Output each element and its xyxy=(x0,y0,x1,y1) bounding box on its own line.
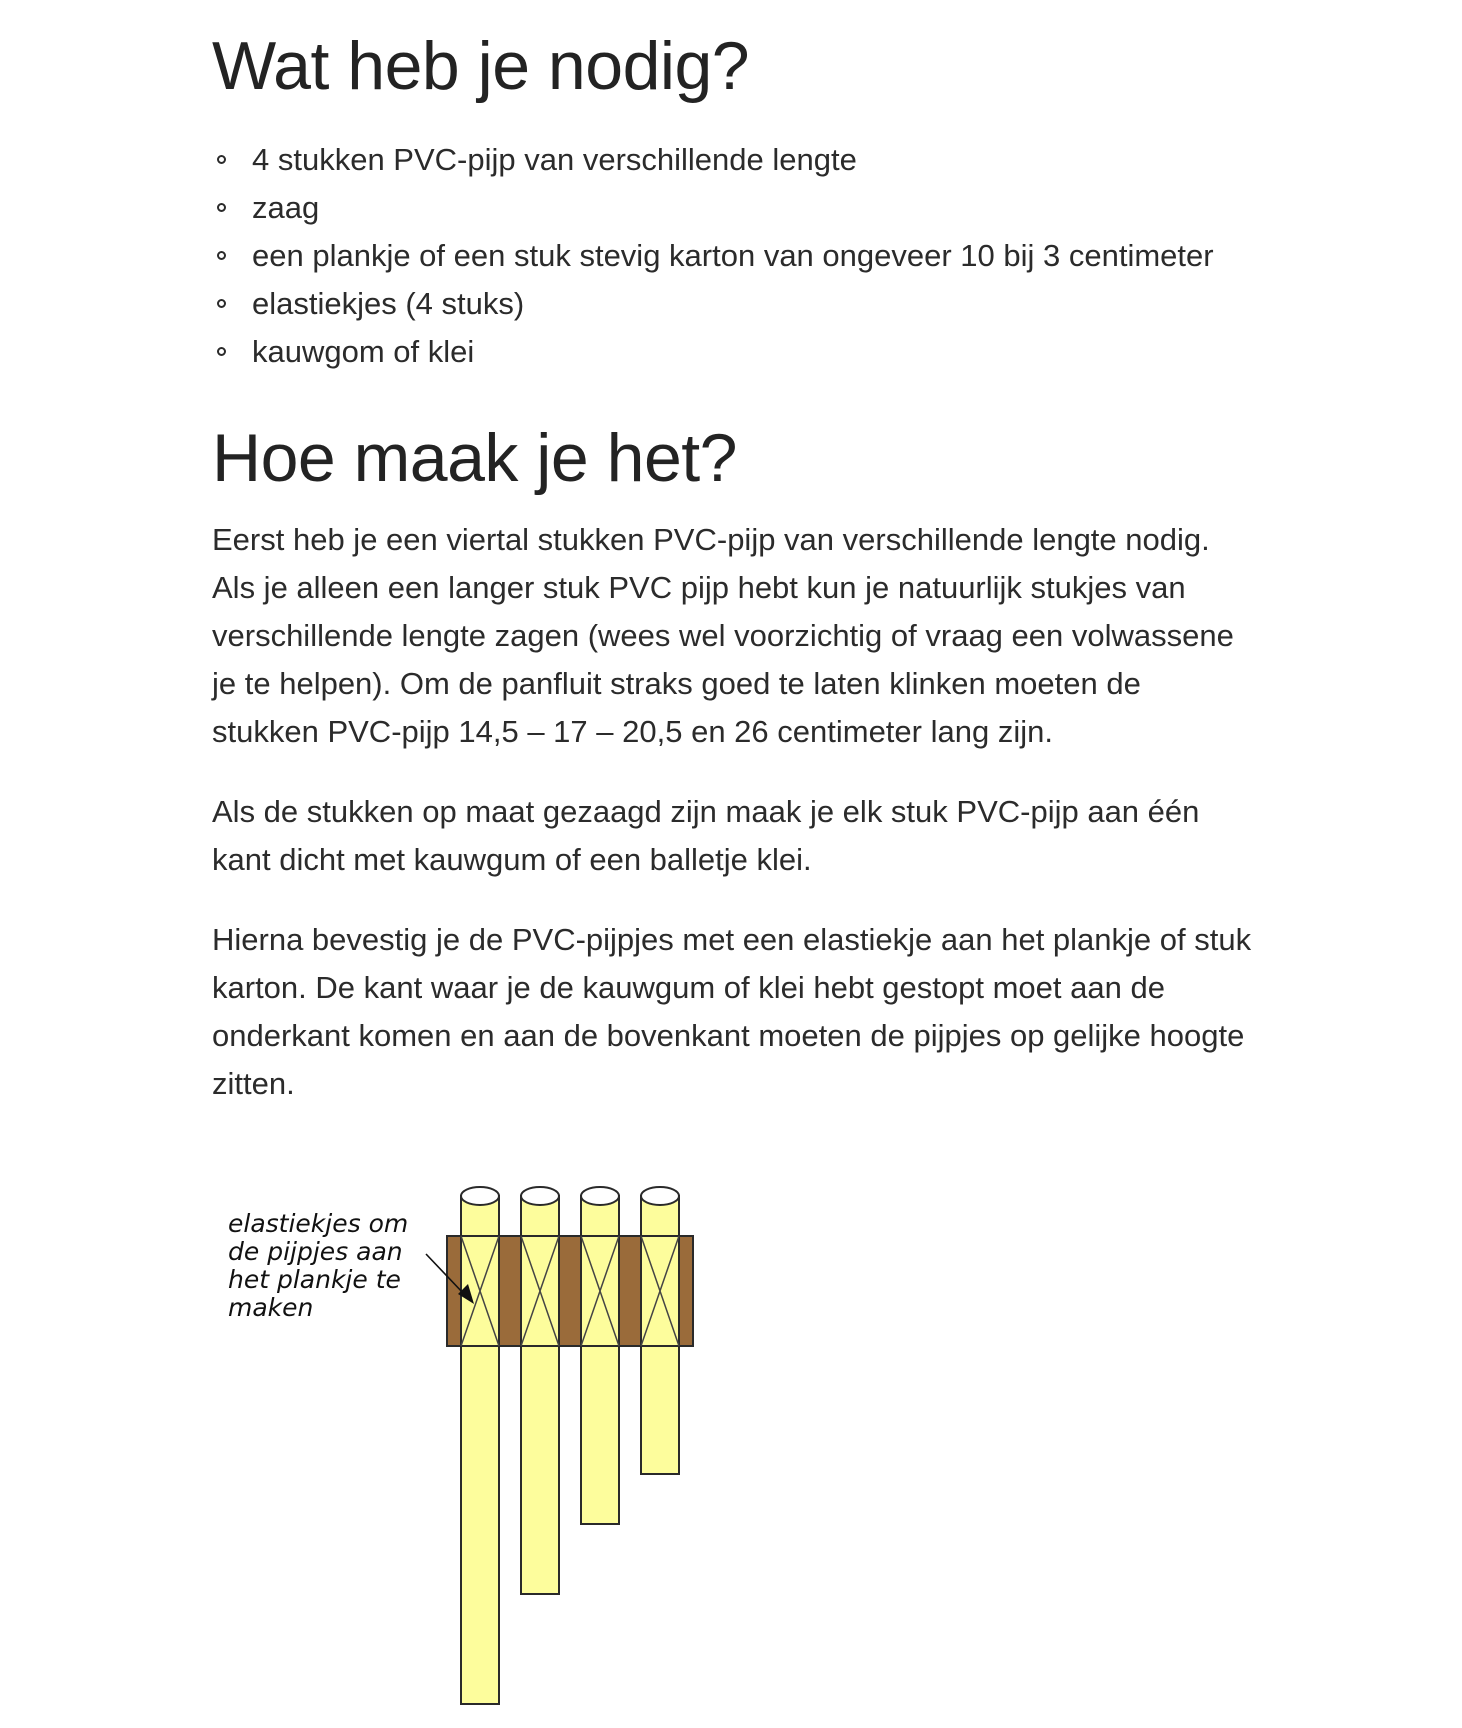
list-item: een plankje of een stuk stevig karton van ongeveer 10 bij 3 centimeter xyxy=(212,232,1214,280)
paragraph-cut-pipes: Eerst heb je een viertal stukken PVC-pijp van verschillende lengte nodig. Als je alleen een langer stuk PVC pijp hebt kun je natuurlijk stukjes van verschillende lengte zagen (wees wel voorzichtig of vraag een volwassene je te helpen). Om de panfluit straks goed te laten klinken moeten de stukken PVC-pijp 14,5 – 17 – 20,5 en 26 centimeter lang zijn. xyxy=(212,522,1234,749)
list-item: 4 stukken PVC-pijp van verschillende lengte xyxy=(212,136,1214,184)
panflute-drawing xyxy=(212,1180,712,1720)
bullet-icon xyxy=(217,203,226,212)
bullet-icon xyxy=(217,347,226,356)
bullet-icon xyxy=(217,299,226,308)
panflute-illustration xyxy=(212,1180,712,1720)
illustration-label: elastiekjes om de pijpjes aan het plankje te maken xyxy=(228,1209,409,1322)
bullet-icon xyxy=(217,155,226,164)
paragraph-attach-pipes: Hierna bevestig je de PVC-pijpjes met een elastiekje aan het plankje of stuk karton. De kant waar je de kauwgum of klei hebt gestopt moet aan de onderkant komen en aan de bovenkant moeten de pijpjes op gelijke hoogte zitten. xyxy=(212,922,1252,1101)
list-item: kauwgom of klei xyxy=(212,328,1214,376)
heading-needs: Wat heb je nodig? xyxy=(212,28,750,104)
list-item: elastiekjes (4 stuks) xyxy=(212,280,1214,328)
paragraph-seal-pipes: Als de stukken op maat gezaagd zijn maak je elk stuk PVC-pijp aan één kant dicht met kauwgum of een balletje klei. xyxy=(212,794,1200,877)
needs-list xyxy=(212,136,1214,376)
bullet-icon xyxy=(217,251,226,260)
list-item: zaag xyxy=(212,184,1214,232)
heading-how: Hoe maak je het? xyxy=(212,420,737,496)
pipe-openings xyxy=(461,1187,679,1205)
